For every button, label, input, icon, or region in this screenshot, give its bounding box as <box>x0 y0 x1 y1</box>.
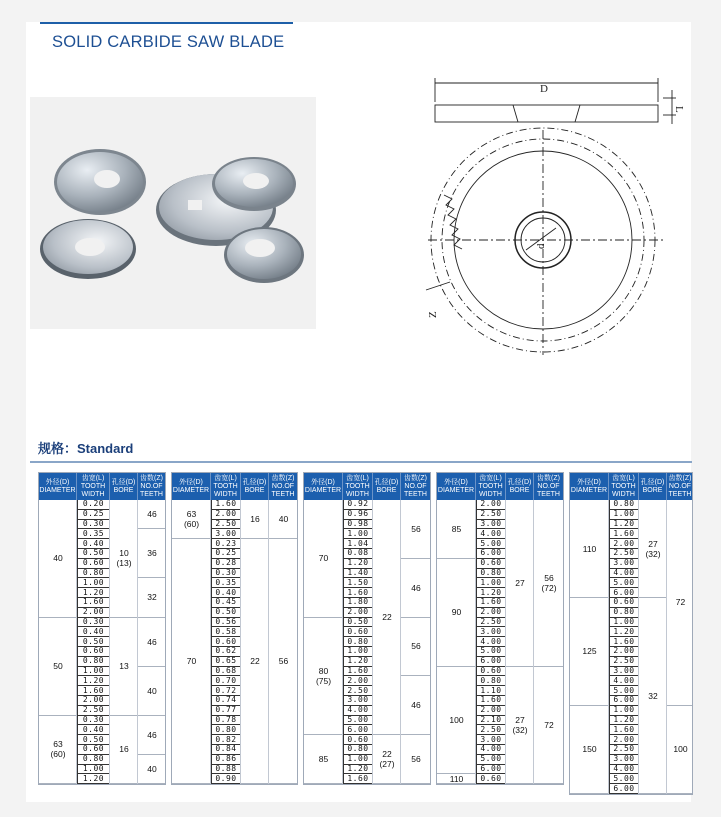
diameter-cell: 85 <box>437 500 476 559</box>
tooth-width-cell: 2.50 <box>609 549 639 559</box>
tooth-width-cell: 0.80 <box>609 608 639 618</box>
diameter-cell: 90 <box>437 559 476 667</box>
diameter-cell: 85 <box>304 735 343 784</box>
tooth-width-cell: 1.04 <box>343 539 373 549</box>
tooth-width-cell: 3.00 <box>609 755 639 765</box>
tooth-width-cell: 1.60 <box>77 686 110 696</box>
tooth-width-cell: 1.00 <box>343 755 373 765</box>
header-teeth: 齿数(Z) NO.OF TEETH <box>534 473 564 500</box>
header-teeth: 齿数(Z) NO.OF TEETH <box>401 473 431 500</box>
teeth-cell: 72 <box>667 500 693 706</box>
tooth-width-cell: 0.62 <box>211 647 241 657</box>
tooth-width-cell: 1.60 <box>476 696 506 706</box>
tooth-width-cell: 1.00 <box>343 529 373 539</box>
tooth-width-cell: 0.56 <box>211 618 241 628</box>
tooth-width-cell: 2.50 <box>476 510 506 520</box>
header-bore: 孔径(D) BORE <box>110 473 138 500</box>
tooth-width-cell: 0.68 <box>211 667 241 677</box>
tooth-width-cell: 0.30 <box>77 716 110 726</box>
column-divider <box>638 500 639 794</box>
page-title: SOLID CARBIDE SAW BLADE <box>52 33 285 51</box>
tooth-width-cell: 0.78 <box>211 716 241 726</box>
tooth-width-cell: 5.00 <box>609 578 639 588</box>
tooth-width-cell: 1.20 <box>609 716 639 726</box>
diameter-cell: 70 <box>304 500 343 618</box>
tooth-width-cell: 2.00 <box>609 735 639 745</box>
bore-cell: 22 <box>241 539 269 784</box>
teeth-cell: 46 <box>138 500 166 529</box>
tooth-width-cell: 2.00 <box>77 608 110 618</box>
teeth-cell: 56 <box>401 735 431 784</box>
tooth-width-cell: 0.80 <box>343 637 373 647</box>
table-header <box>570 473 693 500</box>
header-bore: 孔径(D) BORE <box>639 473 667 500</box>
tooth-width-cell: 0.60 <box>476 559 506 569</box>
tooth-width-cell: 0.60 <box>77 647 110 657</box>
blade-5 <box>224 227 304 283</box>
tooth-width-cell: 0.40 <box>77 725 110 735</box>
header-diameter: 外径(D) DIAMETER <box>304 473 343 500</box>
tooth-width-cell: 5.00 <box>609 774 639 784</box>
diameter-cell: 150 <box>570 706 609 794</box>
teeth-cell: 40 <box>138 667 166 716</box>
tooth-width-cell: 1.00 <box>77 578 110 588</box>
tooth-width-cell: 0.25 <box>211 549 241 559</box>
tooth-width-cell: 0.28 <box>211 559 241 569</box>
teeth-cell: 36 <box>138 529 166 578</box>
tooth-width-cell: 0.60 <box>609 598 639 608</box>
tooth-width-cell: 2.00 <box>476 500 506 510</box>
tooth-width-cell: 1.50 <box>343 578 373 588</box>
header-diameter: 外径(D) DIAMETER <box>570 473 609 500</box>
blade-3 <box>212 157 296 211</box>
tooth-width-cell: 0.77 <box>211 706 241 716</box>
diameter-cell: 110 <box>570 500 609 598</box>
diameter-cell: 63 (60) <box>172 500 211 539</box>
tooth-width-cell: 0.40 <box>77 627 110 637</box>
tooth-width-cell: 4.00 <box>609 676 639 686</box>
tooth-width-cell: 6.00 <box>609 696 639 706</box>
tooth-width-cell: 1.60 <box>343 667 373 677</box>
tooth-width-cell: 2.00 <box>476 608 506 618</box>
tooth-width-cell: 4.00 <box>343 706 373 716</box>
tooth-width-cell: 0.50 <box>77 549 110 559</box>
header-diameter: 外径(D) DIAMETER <box>437 473 476 500</box>
teeth-cell: 46 <box>138 618 166 667</box>
tooth-width-cell: 3.00 <box>609 667 639 677</box>
tooth-width-cell: 3.00 <box>211 529 241 539</box>
tooth-width-cell: 0.80 <box>77 569 110 579</box>
tooth-width-cell: 2.00 <box>476 706 506 716</box>
tooth-width-cell: 2.50 <box>343 686 373 696</box>
tooth-width-cell: 0.80 <box>476 676 506 686</box>
teeth-cell: 46 <box>401 676 431 735</box>
tooth-width-cell: 1.20 <box>343 765 373 775</box>
table-header <box>39 473 166 500</box>
tooth-width-cell: 3.00 <box>476 520 506 530</box>
tooth-width-cell: 0.08 <box>343 549 373 559</box>
teeth-cell: 46 <box>138 716 166 755</box>
label-d: d <box>535 243 547 249</box>
tooth-width-cell: 2.50 <box>211 520 241 530</box>
column-divider <box>372 500 373 784</box>
tooth-width-cell: 1.60 <box>609 725 639 735</box>
tooth-width-cell: 4.00 <box>476 637 506 647</box>
spec-table-3 <box>303 472 431 785</box>
spec-table-4 <box>436 472 564 785</box>
tooth-width-cell: 3.00 <box>476 735 506 745</box>
tooth-width-cell: 1.00 <box>77 765 110 775</box>
bore-cell: 10 (13) <box>110 500 138 618</box>
tooth-width-cell: 6.00 <box>476 765 506 775</box>
tooth-width-cell: 0.25 <box>77 510 110 520</box>
tooth-width-cell: 1.20 <box>77 588 110 598</box>
teeth-cell: 32 <box>138 578 166 617</box>
column-divider <box>666 500 667 794</box>
tooth-width-cell: 6.00 <box>343 725 373 735</box>
tooth-width-cell: 1.00 <box>609 618 639 628</box>
tooth-width-cell: 1.60 <box>211 500 241 510</box>
teeth-cell: 56 (72) <box>534 500 564 667</box>
tooth-width-cell: 2.00 <box>211 510 241 520</box>
diameter-cell: 125 <box>570 598 609 706</box>
tooth-width-cell: 0.30 <box>77 520 110 530</box>
tooth-width-cell: 2.00 <box>77 696 110 706</box>
bore-cell: 13 <box>110 618 138 716</box>
tooth-width-cell: 1.60 <box>609 529 639 539</box>
tooth-width-cell: 0.23 <box>211 539 241 549</box>
column-divider <box>109 500 110 784</box>
header-diameter: 外径(D) DIAMETER <box>172 473 211 500</box>
tooth-width-cell: 1.20 <box>476 588 506 598</box>
tooth-width-cell: 0.60 <box>476 667 506 677</box>
tooth-width-cell: 1.00 <box>609 510 639 520</box>
tooth-width-cell: 2.50 <box>77 706 110 716</box>
tooth-width-cell: 4.00 <box>609 569 639 579</box>
tooth-width-cell: 1.00 <box>77 667 110 677</box>
blade-technical-drawing <box>408 70 693 365</box>
teeth-cell: 56 <box>401 500 431 559</box>
teeth-cell: 56 <box>401 618 431 677</box>
tooth-width-cell: 0.50 <box>211 608 241 618</box>
tooth-width-cell: 1.60 <box>476 598 506 608</box>
tooth-width-cell: 0.70 <box>211 676 241 686</box>
teeth-cell: 40 <box>269 500 298 539</box>
header-teeth: 齿数(Z) NO.OF TEETH <box>667 473 693 500</box>
tooth-width-cell: 0.60 <box>343 627 373 637</box>
tooth-width-cell: 0.60 <box>77 559 110 569</box>
column-divider <box>210 500 211 784</box>
tooth-width-cell: 1.20 <box>77 676 110 686</box>
blade-1 <box>54 149 146 215</box>
tooth-width-cell: 5.00 <box>609 686 639 696</box>
tooth-width-cell: 0.60 <box>77 745 110 755</box>
spec-table-1 <box>38 472 166 785</box>
tooth-width-cell: 0.80 <box>343 745 373 755</box>
bore-cell: 16 <box>241 500 269 539</box>
bore-cell: 22 <box>373 500 401 735</box>
tooth-width-cell: 0.58 <box>211 627 241 637</box>
tooth-width-cell: 0.60 <box>343 735 373 745</box>
teeth-cell: 46 <box>401 559 431 618</box>
column-divider <box>475 500 476 784</box>
header-teeth: 齿数(Z) NO.OF TEETH <box>269 473 298 500</box>
header-teeth: 齿数(Z) NO.OF TEETH <box>138 473 166 500</box>
tooth-width-cell: 4.00 <box>609 765 639 775</box>
tooth-width-cell: 2.00 <box>343 676 373 686</box>
teeth-cell: 56 <box>269 539 298 784</box>
blade-4 <box>40 219 136 279</box>
column-divider <box>533 500 534 784</box>
column-divider <box>240 500 241 784</box>
tooth-width-cell: 0.72 <box>211 686 241 696</box>
diameter-cell: 100 <box>437 667 476 775</box>
diameter-cell: 63 (60) <box>39 716 77 785</box>
diameter-cell: 40 <box>39 500 77 618</box>
label-D: D <box>540 83 548 95</box>
tooth-width-cell: 1.10 <box>476 686 506 696</box>
tooth-width-cell: 0.74 <box>211 696 241 706</box>
bore-cell: 27 (32) <box>639 500 667 598</box>
tooth-width-cell: 1.00 <box>609 706 639 716</box>
diameter-cell: 50 <box>39 618 77 716</box>
tooth-width-cell: 2.00 <box>343 608 373 618</box>
header-bore: 孔径(D) BORE <box>373 473 401 500</box>
tooth-width-cell: 0.65 <box>211 657 241 667</box>
spec-rule <box>30 461 692 463</box>
bore-cell: 27 (32) <box>506 667 534 785</box>
diameter-cell: 110 <box>437 774 476 784</box>
tooth-width-cell: 0.40 <box>77 539 110 549</box>
tooth-width-cell: 4.00 <box>476 529 506 539</box>
table-header <box>304 473 431 500</box>
tooth-width-cell: 1.40 <box>343 569 373 579</box>
header-diameter: 外径(D) DIAMETER <box>39 473 77 500</box>
tooth-width-cell: 0.88 <box>211 765 241 775</box>
column-divider <box>342 500 343 784</box>
tooth-width-cell: 1.20 <box>77 774 110 784</box>
tooth-width-cell: 0.50 <box>77 735 110 745</box>
header-width: 齿宽(L) TOOTH WIDTH <box>211 473 241 500</box>
tooth-width-cell: 2.00 <box>609 647 639 657</box>
tooth-width-cell: 1.60 <box>343 588 373 598</box>
tooth-width-cell: 0.98 <box>343 520 373 530</box>
tooth-width-cell: 1.60 <box>343 774 373 784</box>
tooth-width-cell: 0.50 <box>77 637 110 647</box>
tooth-width-cell: 0.80 <box>77 657 110 667</box>
header-bore: 孔径(D) BORE <box>241 473 269 500</box>
tooth-width-cell: 5.00 <box>476 755 506 765</box>
tooth-width-cell: 6.00 <box>476 657 506 667</box>
header-bore: 孔径(D) BORE <box>506 473 534 500</box>
teeth-cell: 40 <box>138 755 166 784</box>
tooth-width-cell: 6.00 <box>609 588 639 598</box>
tooth-width-cell: 0.96 <box>343 510 373 520</box>
header-width: 齿宽(L) TOOTH WIDTH <box>77 473 110 500</box>
tooth-width-cell: 1.20 <box>609 627 639 637</box>
header-width: 齿宽(L) TOOTH WIDTH <box>476 473 506 500</box>
tooth-width-cell: 0.30 <box>77 618 110 628</box>
tooth-width-cell: 0.40 <box>211 588 241 598</box>
tooth-width-cell: 1.20 <box>609 520 639 530</box>
tooth-width-cell: 0.45 <box>211 598 241 608</box>
tooth-width-cell: 5.00 <box>476 539 506 549</box>
tooth-width-cell: 0.50 <box>343 618 373 628</box>
tooth-width-cell: 1.80 <box>343 598 373 608</box>
saw-blades-photo <box>30 97 316 329</box>
tooth-width-cell: 4.00 <box>476 745 506 755</box>
label-L: L <box>673 106 685 113</box>
spec-heading: 规格：Standard <box>38 441 134 456</box>
tooth-width-cell: 0.60 <box>211 637 241 647</box>
tooth-width-cell: 1.20 <box>343 657 373 667</box>
tooth-width-cell: 1.00 <box>343 647 373 657</box>
tooth-width-cell: 2.10 <box>476 716 506 726</box>
tooth-width-cell: 1.00 <box>476 578 506 588</box>
teeth-cell: 72 <box>534 667 564 785</box>
tooth-width-cell: 2.50 <box>476 618 506 628</box>
label-Z: Z <box>427 311 439 318</box>
tooth-width-cell: 5.00 <box>476 647 506 657</box>
tooth-width-cell: 6.00 <box>476 549 506 559</box>
tooth-width-cell: 0.90 <box>211 774 241 784</box>
header-width: 齿宽(L) TOOTH WIDTH <box>609 473 639 500</box>
column-divider <box>268 500 269 784</box>
tooth-width-cell: 2.00 <box>609 539 639 549</box>
tooth-width-cell: 0.84 <box>211 745 241 755</box>
tooth-width-cell: 0.80 <box>77 755 110 765</box>
tooth-width-cell: 2.50 <box>609 745 639 755</box>
tooth-width-cell: 3.00 <box>476 627 506 637</box>
tooth-width-cell: 0.35 <box>211 578 241 588</box>
tooth-width-cell: 0.30 <box>211 569 241 579</box>
teeth-cell: 100 <box>667 706 693 794</box>
column-divider <box>505 500 506 784</box>
bore-cell: 32 <box>639 598 667 794</box>
column-divider <box>608 500 609 794</box>
tooth-width-cell: 0.20 <box>77 500 110 510</box>
spec-table-5 <box>569 472 693 795</box>
diameter-cell: 80 (75) <box>304 618 343 736</box>
tooth-width-cell: 0.82 <box>211 735 241 745</box>
table-header <box>172 473 298 500</box>
tooth-width-cell: 2.50 <box>609 657 639 667</box>
table-header <box>437 473 564 500</box>
tooth-width-cell: 3.00 <box>609 559 639 569</box>
bore-cell: 22 (27) <box>373 735 401 784</box>
tooth-width-cell: 0.80 <box>211 725 241 735</box>
bore-cell: 16 <box>110 716 138 785</box>
column-divider <box>137 500 138 784</box>
tooth-width-cell: 2.50 <box>476 725 506 735</box>
tooth-width-cell: 1.60 <box>609 637 639 647</box>
tooth-width-cell: 3.00 <box>343 696 373 706</box>
tooth-width-cell: 0.92 <box>343 500 373 510</box>
tooth-width-cell: 0.60 <box>476 774 506 784</box>
tooth-width-cell: 0.80 <box>609 500 639 510</box>
title-rule <box>40 22 293 24</box>
spec-table-2 <box>171 472 298 785</box>
tooth-width-cell: 0.35 <box>77 529 110 539</box>
diameter-cell: 70 <box>172 539 211 784</box>
header-width: 齿宽(L) TOOTH WIDTH <box>343 473 373 500</box>
column-divider <box>400 500 401 784</box>
column-divider <box>76 500 77 784</box>
tooth-width-cell: 1.20 <box>343 559 373 569</box>
tooth-width-cell: 0.80 <box>476 569 506 579</box>
tooth-width-cell: 0.86 <box>211 755 241 765</box>
tooth-width-cell: 6.00 <box>609 784 639 794</box>
tooth-width-cell: 1.60 <box>77 598 110 608</box>
tooth-width-cell: 5.00 <box>343 716 373 726</box>
bore-cell: 27 <box>506 500 534 667</box>
